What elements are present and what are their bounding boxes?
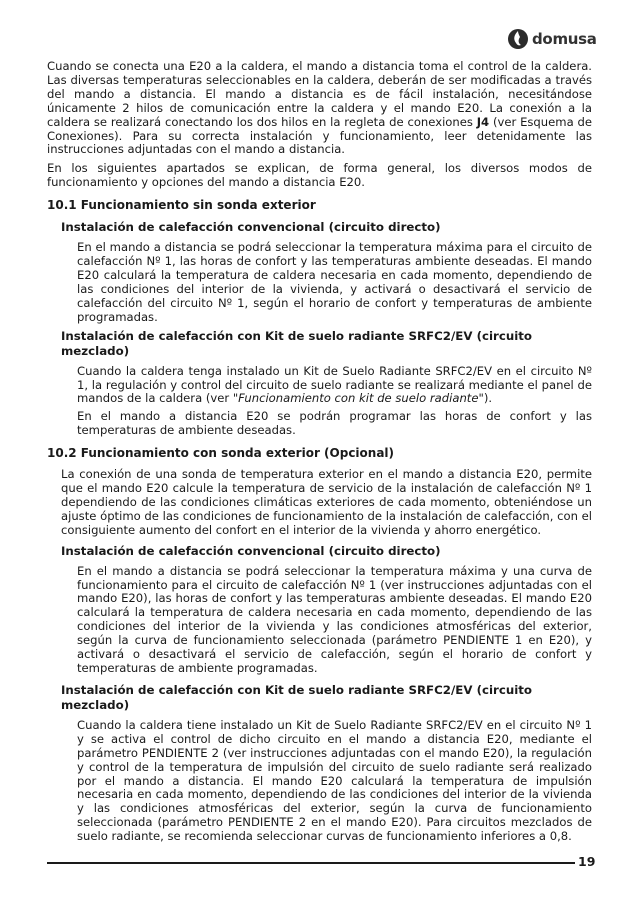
section-10-2-intro: La conexión de una sonda de temperatura exterior en el mando a distancia E20, permite que el mando E20 calcule la temperatura de servicio de la instalación de calefacción Nº 1 dependiendo de las condiciones climáticas exteriores de cada momento, obteniéndose un ajuste óptimo de las condiciones de funcionamiento de la instalación de calefacción, con el consiguiente aumento del confort en el interior de la vivienda y ahorro energético. bbox=[61, 467, 592, 537]
logo-text: domusa bbox=[532, 30, 597, 48]
intro-paragraph-1: Cuando se conecta una E20 a la caldera, el mando a distancia toma el control de la caldera. Las diversas temperaturas seleccionables en la caldera, deberán de ser modificadas a través del mando a distancia. El mando a distancia es de fácil instalación, necesitándose únicamente 2 hilos de comunicación entre la caldera y el mando E20. La conexión a la caldera se realizará conectando los dos hilos en la regleta de conexiones J4 (ver Esquema de Conexiones). Para su correcta instalación y funcionamiento, leer detenidamente las instrucciones adjuntadas con el mando a distancia. bbox=[47, 59, 592, 157]
section-heading-10-2: 10.2 Funcionamiento con sonda exterior (Opcional) bbox=[47, 446, 395, 461]
subheading-mixed-circuit-2: Instalación de calefacción con Kit de suelo radiante SRFC2/EV (circuito mezclado) bbox=[61, 682, 533, 712]
footer-divider bbox=[47, 862, 575, 864]
section-heading-10-1: 10.1 Funcionamiento sin sonda exterior bbox=[47, 198, 316, 213]
domusa-flame-logo-icon bbox=[507, 28, 529, 50]
intro-paragraph-2: En los siguientes apartados se explican, de forma general, los diversos modos de funcionamiento y opciones del mando a distancia E20. bbox=[47, 161, 592, 190]
direct-circuit-text-2: En el mando a distancia se podrá seleccionar la temperatura máxima y una curva de funcionamiento para el circuito de calefacción Nº 1 (ver instrucciones adjuntadas con el mando E20), las horas de confort y las temperaturas ambiente deseadas. El mando E20 calculará la temperatura de caldera necesaria en cada momento, dependiendo de las condiciones del interior de la vivienda y las condiciones atmosféricas del exterior, según la curva de funcionamiento seleccionada (parámetro PENDIENTE 1 en E20), y activará o desactivará el servicio de calefacción, según el horario de confort y temperaturas de ambiente programadas. bbox=[77, 563, 592, 675]
domusa-logo bbox=[507, 27, 597, 51]
page-content bbox=[47, 60, 592, 848]
page-number: 19 bbox=[578, 854, 596, 869]
subheading-direct-circuit: Instalación de calefacción convencional (circuito directo) bbox=[61, 220, 441, 235]
subheading-mixed-circuit: Instalación de calefacción con Kit de suelo radiante SRFC2/EV (circuito mezclado) bbox=[61, 328, 533, 358]
mixed-circuit-text-2: En el mando a distancia E20 se podrán programar las horas de confort y las temperaturas de ambiente deseadas. bbox=[77, 409, 592, 438]
mixed-circuit-text-1: Cuando la caldera tenga instalado un Kit de Suelo Radiante SRFC2/EV en el circuito Nº 1, la regulación y control del circuito de suelo radiante se realizará mediante el panel de mandos de la caldera (ver "Funcionamiento con kit de suelo radiante"). bbox=[77, 363, 592, 406]
subheading-direct-circuit-2: Instalación de calefacción convencional (circuito directo) bbox=[61, 543, 441, 558]
direct-circuit-text: En el mando a distancia se podrá seleccionar la temperatura máxima para el circuito de calefacción Nº 1, las horas de confort y las temperaturas ambiente deseadas. El mando E20 calculará la temperatura de caldera necesaria en cada momento, dependiendo de las condiciones del interior de la vivienda, y activará o desactivará el servicio de calefacción del circuito Nº 1, según el horario de confort y temperaturas de ambiente programadas. bbox=[77, 240, 592, 324]
mixed-circuit-text-3: Cuando la caldera tiene instalado un Kit de Suelo Radiante SRFC2/EV en el circuito Nº 1 y se activa el control de dicho circuito en el mando a distancia E20, mediante el parámetro PENDIENTE 2 (ver instrucciones adjuntadas con el mando E20), la regulación y control de la temperatura de impulsión del circuito de suelo radiante será realizado por el mando a distancia. El mando E20 calculará la temperatura de impulsión necesaria en cada momento, dependiendo de las condiciones del interior de la vivienda y las condiciones atmosféricas del exterior, según la curva de funcionamiento seleccionada (parámetro PENDIENTE 2 en el mando E20). Para circuitos mezclados de suelo radiante, se recomienda seleccionar curvas de funcionamiento inferiores a 0,8. bbox=[77, 717, 592, 844]
